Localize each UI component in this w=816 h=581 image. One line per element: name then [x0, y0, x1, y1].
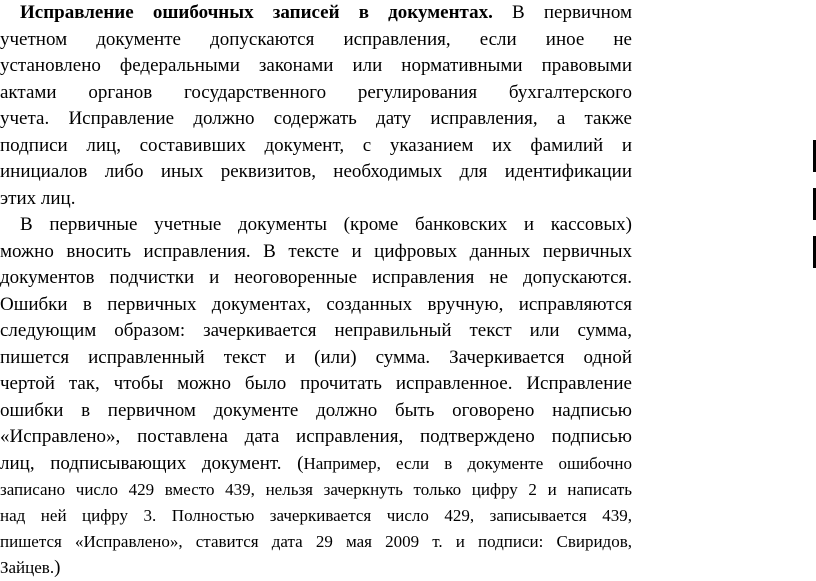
- note-line: записано число 429 вместо 439, нельзя зачеркнуть только цифру 2 и написать: [0, 480, 632, 499]
- text-line-with-note-start: [0, 451, 632, 478]
- text-segment: лиц, подписывающих документ. (: [0, 452, 304, 474]
- note-line: над ней цифру 3. Полностью зачеркивается число 429, записывается 439,: [0, 506, 632, 525]
- text-line: документов подчистки и неоговоренные исправления не допускаются.: [0, 267, 632, 288]
- text-line: инициалов либо иных реквизитов, необходимых для идентификации: [0, 161, 632, 182]
- text-line: ошибки в первичном документе должно быть оговорено надписью: [0, 399, 632, 421]
- text-line: этих лиц.: [0, 187, 76, 209]
- note-line: пишется «Исправлено», ставится дата 29 мая 2009 т. и подписи: Свиридов,: [0, 532, 632, 551]
- text-line: установлено федеральными законами или нормативными правовыми: [0, 55, 632, 76]
- paragraph-1-line-1: [0, 0, 632, 27]
- text-line: учета. Исправление должно содержать дату исправления, а также: [0, 108, 632, 129]
- text-line: Ошибки в первичных документах, созданных вручную, исправляются: [0, 293, 632, 315]
- text-line: подписи лиц, составивших документ, с указанием их фамилий и: [0, 134, 632, 156]
- note-close-paren: ): [54, 557, 61, 578]
- section-heading: Исправление ошибочных записей в документах.: [20, 2, 493, 23]
- text-line: пишется исправленный текст и (или) сумма. Зачеркивается одной: [0, 346, 632, 368]
- text-line: В первичном: [492, 2, 632, 23]
- text-line: можно вносить исправления. В тексте и цифровых данных первичных: [0, 240, 632, 262]
- text-line: В первичные учетные документы (кроме банковских и кассовых): [20, 214, 632, 235]
- text-line: следующим образом: зачеркивается неправильный текст или сумма,: [0, 320, 632, 341]
- text-line: чертой так, чтобы можно было прочитать исправленное. Исправление: [0, 373, 632, 394]
- note-line-last: [0, 555, 632, 581]
- text-line: «Исправлено», поставлена дата исправления, подтверждено подписью: [0, 426, 632, 447]
- note-segment: Например, если в документе ошибочно: [303, 453, 632, 473]
- text-line: актами органов государственного регулирования бухгалтерского: [0, 81, 632, 103]
- note-segment: Зайцев.: [0, 558, 55, 577]
- text-line: учетном документе допускаются исправления, если иное не: [0, 28, 632, 50]
